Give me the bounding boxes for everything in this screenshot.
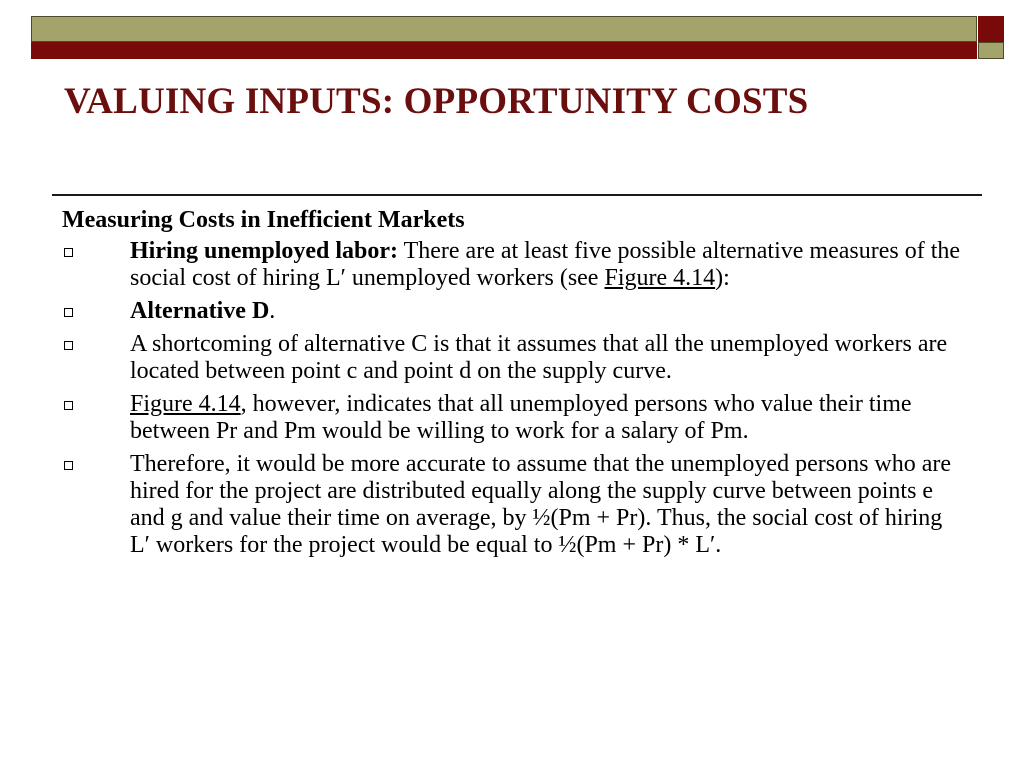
title-divider xyxy=(52,194,982,196)
bullet-bold-lead: Hiring unemployed labor: xyxy=(130,238,399,264)
header-square-maroon xyxy=(978,16,1004,42)
bullet-item xyxy=(62,391,962,445)
slide-body xyxy=(62,206,962,565)
figure-link[interactable]: Figure 4.14 xyxy=(604,265,716,291)
bullet-text: Therefore, it would be more accurate to assume that the unemployed persons who are hired for the project are distributed equally along the supply curve between points e and g and value their time on average, by ½(Pm + Pr). Thus, the social cost of hiring L′ workers for the project would be equal to ½(Pm + Pr) * L′. xyxy=(130,451,952,558)
square-bullet-icon xyxy=(64,248,73,257)
section-subheading: Measuring Costs in Inefficient Markets xyxy=(62,207,465,233)
header-bar-olive xyxy=(31,16,977,42)
square-bullet-icon xyxy=(64,308,73,317)
square-bullet-icon xyxy=(64,341,73,350)
header-square-olive xyxy=(978,42,1004,59)
bullet-text: , however, indicates that all unemployed persons who value their time between Pr and Pm would be willing to work for a salary of Pm. xyxy=(130,391,912,444)
bullet-text-tail: ): xyxy=(715,265,730,291)
square-bullet-icon xyxy=(64,461,73,470)
header-bar-maroon xyxy=(31,42,977,59)
bullet-text: There are at least five possible alternative measures of the social cost of hiring L′ unemployed workers (see xyxy=(130,238,961,291)
bullet-list xyxy=(62,238,962,559)
bullet-item xyxy=(62,298,962,325)
bullet-item xyxy=(62,331,962,385)
square-bullet-icon xyxy=(64,401,73,410)
figure-link[interactable]: Figure 4.14 xyxy=(130,391,241,417)
bullet-text: A shortcoming of alternative C is that it assumes that all the unemployed workers are located between point c and point d on the supply curve. xyxy=(130,331,948,384)
slide-title: VALUING INPUTS: OPPORTUNITY COSTS xyxy=(64,81,809,122)
bullet-text-tail: . xyxy=(269,298,276,324)
bullet-item xyxy=(62,238,962,292)
bullet-item xyxy=(62,451,962,559)
bullet-bold-lead: Alternative D xyxy=(130,298,270,324)
